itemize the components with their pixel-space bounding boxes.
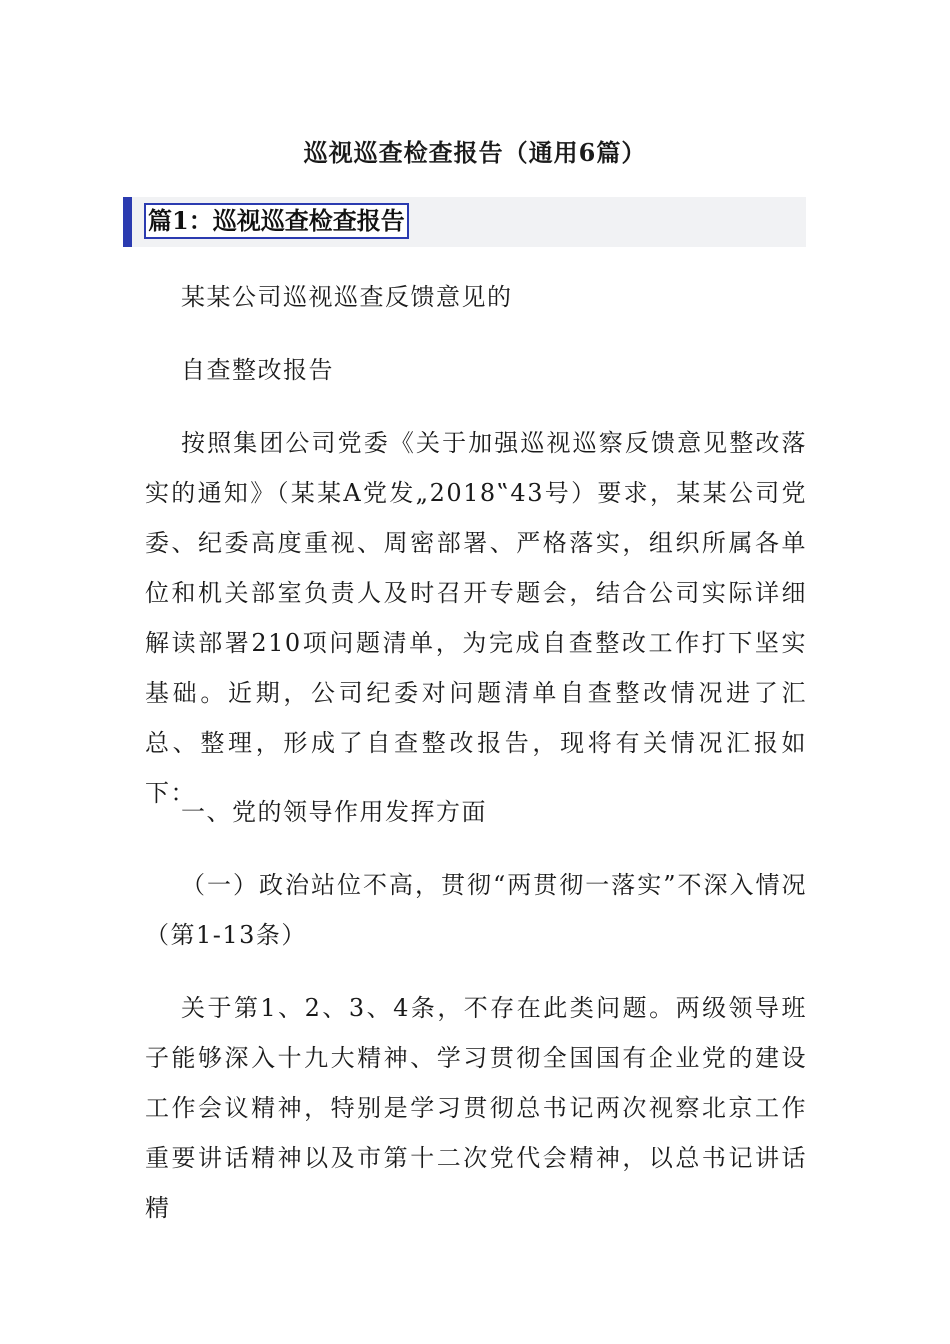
section-accent-bar: [123, 197, 132, 247]
paragraph-intro: 按照集团公司党委《关于加强巡视巡察反馈意见整改落实的通知》（某某A党发„2018‟43号）要求，某某公司党委、纪委高度重视、周密部署、严格落实，组织所属各单位和机关部室负责人及时召开专题会，结合公司实际详细解读部署210项问题清单，为完成自查整改工作打下坚实基础。近期，公司纪委对问题清单自查整改情况进了汇总、整理，形成了自查整改报告，现将有关情况汇报如下：: [145, 429, 807, 807]
section-heading-bar: [123, 197, 806, 247]
paragraph-subject-line-1: 某某公司巡视巡查反馈意见的: [181, 283, 513, 311]
paragraph-section-one: 一、党的领导作用发挥方面: [181, 798, 487, 826]
section-heading: 篇1：巡视巡查检查报告: [148, 206, 405, 235]
section-heading-box: [144, 203, 409, 239]
paragraph-items-1-4: 关于第1、2、3、4条，不存在此类问题。两级领导班子能够深入十九大精神、学习贯彻全国国有企业党的建设工作会议精神，特别是学习贯彻总书记两次视察北京工作重要讲话精神以及市第十二次党代会精神，以总书记讲话精: [145, 994, 807, 1222]
paragraph-subsection-one: （一）政治站位不高，贯彻“两贯彻一落实”不深入情况（第1-13条）: [145, 871, 807, 949]
paragraph-subject-line-2: 自查整改报告: [181, 356, 334, 384]
document-title: 巡视巡查检查报告（通用6篇）: [303, 138, 647, 167]
